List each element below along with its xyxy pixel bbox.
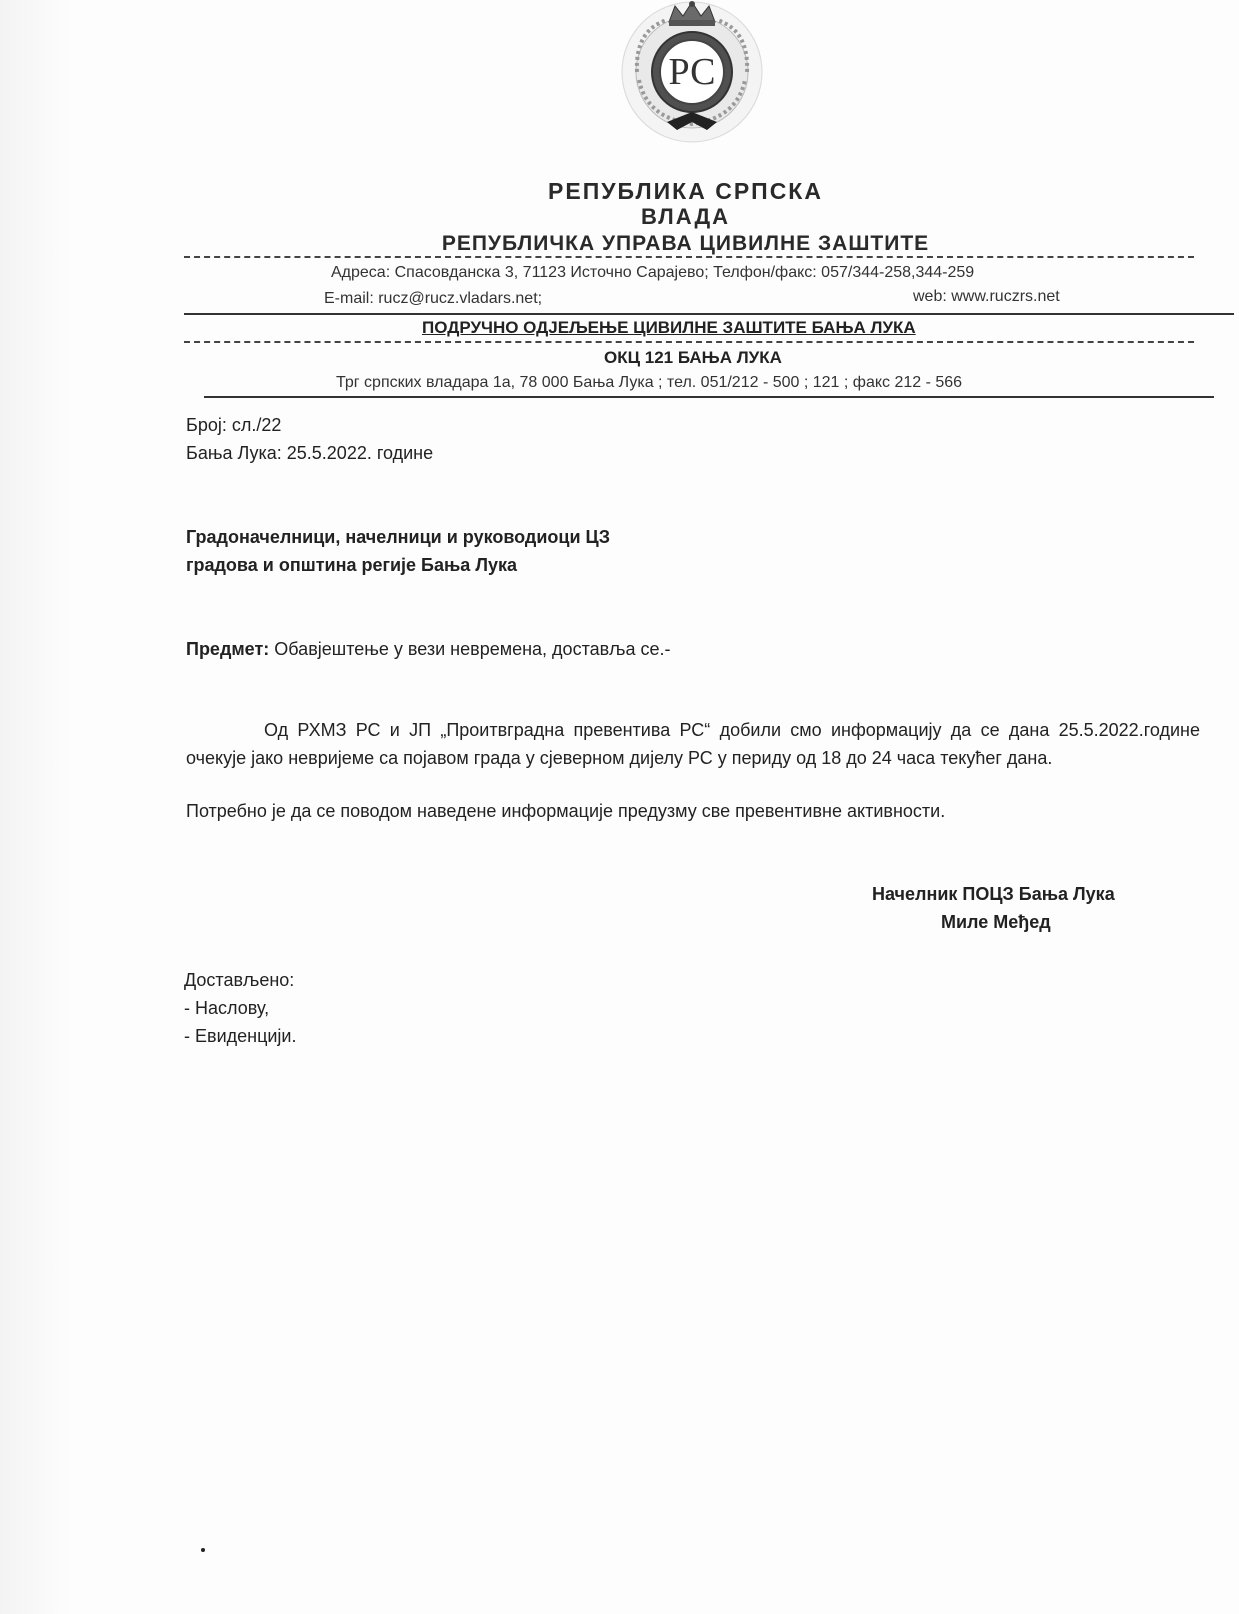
department-title: ПОДРУЧНО ОДЈЕЉЕЊЕ ЦИВИЛНЕ ЗАШТИТЕ БАЊА ЛУКА — [422, 318, 916, 337]
signature-name: Миле Међед — [941, 912, 1051, 932]
header-administration: РЕПУБЛИЧКА УПРАВА ЦИВИЛНЕ ЗАШТИТЕ — [441, 232, 930, 255]
recipient-line-1: Градоначелници, начелници и руководиоци ЦЗ — [186, 527, 610, 547]
scan-shadow — [0, 0, 70, 1614]
header-web: web: www.ruczrs.net — [913, 288, 1060, 305]
header-divider-solid — [184, 313, 1234, 315]
department-divider-solid — [204, 396, 1214, 398]
body-paragraph-1-text: Од РХМЗ РС и ЈП „Проитвградна превентива РС“ добили смо информацију да се дана 25.5.2022.године очекује јако невријеме са појавом града у сјеверном дијелу РС у периду од 18 до 24 часа текућег дана. — [186, 720, 1200, 768]
delivered-item: - Наслову, — [184, 998, 270, 1018]
signature-title: Начелник ПОЦЗ Бања Лука — [872, 884, 1115, 904]
document-number: Број: сл./22 — [186, 415, 282, 435]
header-republic: РЕПУБЛИКА СРПСКА — [548, 178, 823, 204]
subject-line — [186, 639, 671, 660]
delivered-item: - Евиденцији. — [184, 1026, 297, 1046]
header-address: Адреса: Спасовданска 3, 71123 Источно Сарајево; Телфон/факс: 057/344-258,344-259 — [331, 264, 975, 281]
body-paragraph-2: Потребно је да се поводом наведене информације предузму све превентивне активности. — [186, 801, 946, 821]
header-government: ВЛАДА — [640, 204, 731, 229]
department-address: Трг српских владара 1а, 78 000 Бања Лука ; тел. 051/212 - 500 ; 121 ; факс 212 - 566 — [336, 374, 963, 391]
recipient-line-2: градова и општина регије Бања Лука — [186, 555, 517, 575]
okc-title: ОКЦ 121 БАЊА ЛУКА — [604, 348, 782, 367]
body-paragraph-1 — [186, 716, 1200, 772]
emblem-letters: РС — [668, 51, 716, 93]
header-divider-dashed — [184, 256, 1194, 258]
place-and-date: Бања Лука: 25.5.2022. године — [186, 443, 434, 463]
coat-of-arms-emblem — [597, 0, 787, 150]
delivered-label: Достављено: — [184, 970, 295, 990]
subject-text: Обавјештење у вези невремена, доставља се.- — [269, 639, 671, 659]
scan-speck — [201, 1548, 205, 1552]
header-email: E-mail: rucz@rucz.vladars.net; — [324, 290, 543, 307]
subject-label: Предмет: — [186, 639, 270, 659]
department-divider-dashed — [184, 341, 1194, 343]
